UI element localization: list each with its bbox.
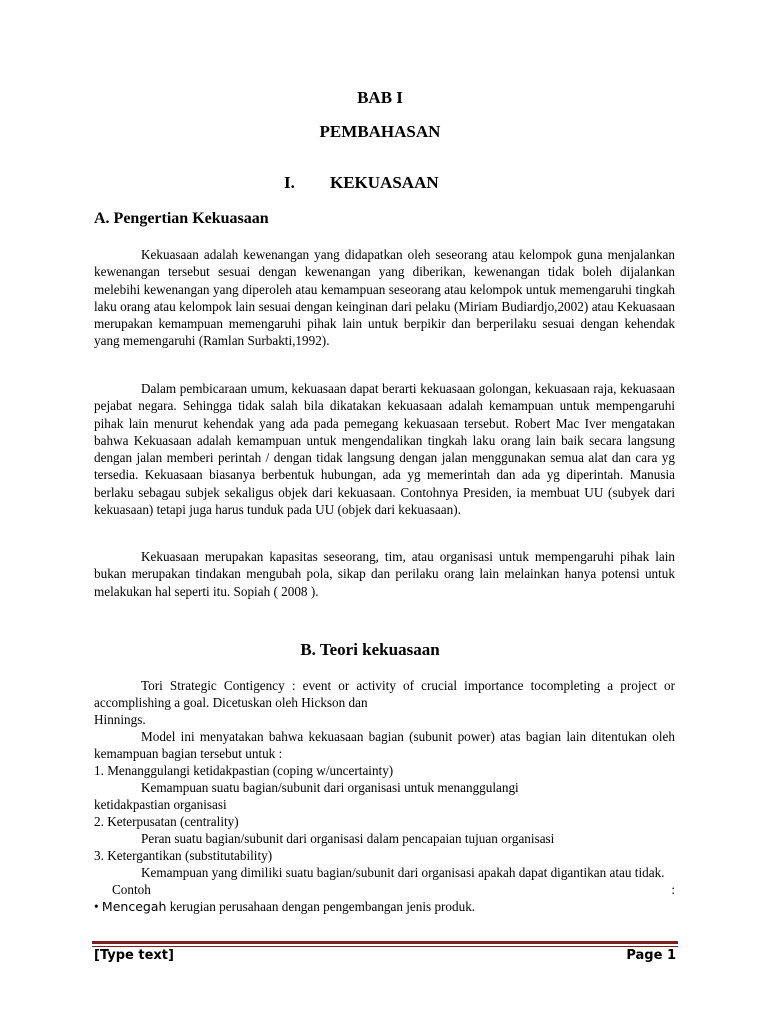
bullet-text: kerugian perusahaan dengan pengembangan jenis produk. [166, 899, 476, 914]
section-title [284, 173, 439, 193]
contoh-label: Contoh [112, 882, 151, 897]
chapter-heading: BAB I [357, 88, 403, 107]
list-item-1: 1. Menanggulangi ketidakpastian (coping w/uncertainty) [94, 763, 394, 778]
theory-intro-cont: Hinnings. [94, 712, 146, 727]
subsection-a-heading: A. Pengertian Kekuasaan [94, 210, 269, 227]
list-item-1-desc: Kemampuan suatu bagian/subunit dari organisasi untuk menanggulangi [141, 780, 519, 795]
list-item-3: 3. Ketergantikan (substitutability) [94, 848, 273, 863]
bullet-glyph: • [94, 899, 99, 914]
theory-model: Model ini menyatakan bahwa kekuasaan bagian (subunit power) atas bagian lain ditentukan oleh kemampuan bagian tersebut untuk : [94, 729, 675, 761]
section-title-text: KEKUASAAN [330, 173, 439, 192]
chapter-title: PEMBAHASAN [319, 122, 441, 141]
bullet-item [94, 898, 675, 915]
subsection-b-heading: B. Teori kekuasaan [300, 640, 440, 659]
list-item-2-desc: Peran suatu bagian/subunit dari organisasi dalam pencapaian tujuan organisasi [141, 831, 555, 846]
contoh-colon: : [671, 882, 675, 897]
footer-page-number: Page 1 [626, 948, 676, 963]
bullet-word: Mencegah [101, 899, 167, 914]
footer-rule-thick [92, 941, 678, 944]
theory-block [94, 677, 675, 915]
paragraph-1: Kekuasaan adalah kewenangan yang didapatkan oleh seseorang atau kelompok guna menjalankan kewenangan tersebut sesuai dengan kewenangan yang diberikan, kewenangan tidak boleh dijalankan melebihi kewenangan yang diperoleh atau kemampuan seseorang atau kelompok untuk memengaruhi tingkah laku orang atau kelompok lain sesuai dengan keinginan dari pelaku (Miriam Budiardjo,2002) atau Kekuasaan merupakan kemampuan memengaruhi pihak lain untuk berpikir dan berperilaku sesuai dengan kehendak yang memengaruhi (Ramlan Surbakti,1992). [94, 247, 675, 349]
theory-intro: Tori Strategic Contigency : event or activity of crucial importance tocompleting a project or accomplishing a goal. Dicetuskan oleh Hickson dan [94, 678, 675, 710]
list-item-1-desc-cont: ketidakpastian organisasi [94, 797, 227, 812]
list-item-2: 2. Keterpusatan (centrality) [94, 814, 239, 829]
paragraph-3: Kekuasaan merupakan kapasitas seseorang, tim, atau organisasi untuk mempengaruhi pihak lain bukan merupakan tindakan mengubah pola, sikap dan perilaku orang lain melainkan hanya potensi untuk melakukan hal seperti itu. Sopiah ( 2008 ). [94, 549, 675, 599]
footer-placeholder-text[interactable]: [Type text] [94, 948, 174, 963]
paragraph-2: Dalam pembicaraan umum, kekuasaan dapat berarti kekuasaan golongan, kekuasaan raja, kekuasaan pejabat negara. Sehingga tidak salah bila dikatakan kekuasaan adalah kemampuan untuk mempengaruhi pihak lain menurut kehendak yang ada pada pemegang kekuasaan tersebut. Robert Mac Iver mengatakan bahwa Kekuasaan adalah kemampuan untuk mengendalikan tingkah laku orang lain baik secara langsung dengan jalan memberi perintah / dengan tidak langsung dengan jalan menggunakan semua alat dan cara yg tersedia. Kekuasaan biasanya berbentuk hubungan, ada yg memerintah dan ada yg diperintah. Manusia berlaku sebagau subjek sekaligus objek dari kekuasaan. Contohnya Presiden, ia membuat UU (subyek dari kekuasaan) tetapi juga harus tunduk pada UU (objek dari kekuasaan). [94, 381, 675, 518]
list-item-3-desc: Kemampuan yang dimiliki suatu bagian/subunit dari organisasi apakah dapat digantikan atau tidak. [141, 865, 665, 880]
contoh-row [94, 881, 675, 898]
section-number: I. [284, 173, 295, 192]
footer-rule-thin [92, 946, 678, 947]
